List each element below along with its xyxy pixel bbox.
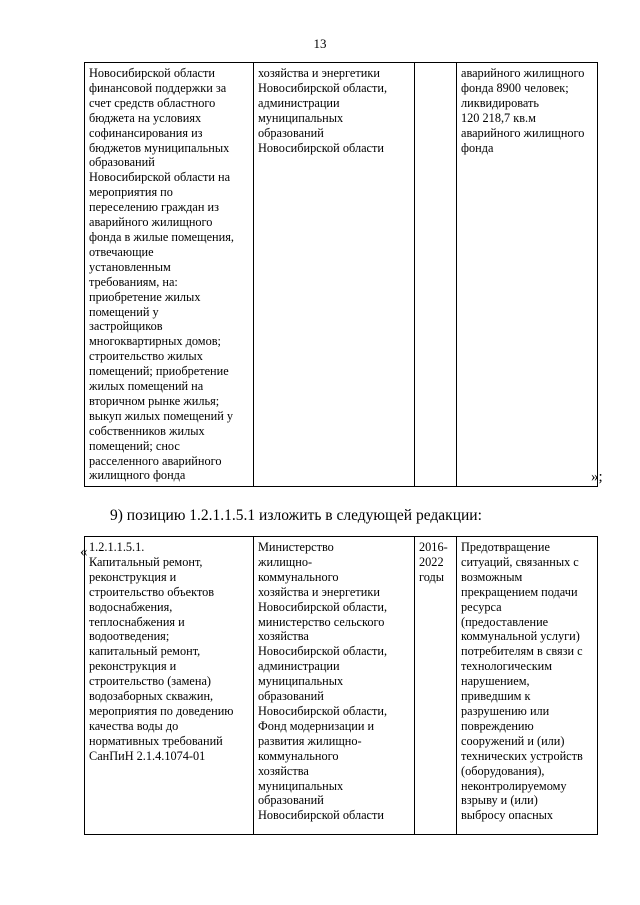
amendment-instruction: 9) позицию 1.2.1.1.5.1 изложить в следующей редакции: bbox=[110, 507, 482, 524]
cell-activity-description: 1.2.1.1.5.1. Капитальный ремонт, реконструкция и строительство объектов водоснабжения, теплоснабжения и водоотведения; капитальный ремонт, реконструкция и строительство (замена) водозаборных скважин, мероприятия по доведению качества воды до нормативных требований СанПиН 2.1.4.1074-01 bbox=[85, 537, 254, 835]
cell-expected-results: аварийного жилищного фонда 8900 человек; ликвидировать 120 218,7 кв.м аварийного жилищного фонда bbox=[457, 63, 598, 487]
cell-responsible-executors: хозяйства и энергетики Новосибирской области, администрации муниципальных образований Новосибирской области bbox=[254, 63, 415, 487]
table-row bbox=[85, 537, 598, 835]
opening-quote-mark: « bbox=[80, 544, 88, 560]
table-row bbox=[85, 63, 598, 487]
table-new-position bbox=[84, 536, 598, 835]
cell-responsible-executors: Министерство жилищно- коммунального хозяйства и энергетики Новосибирской области, министерство сельского хозяйства Новосибирской области, администрации муниципальных образований Новосибирской области, Фонд модернизации и развития жилищно- коммунального хозяйства муниципальных образований Новосибирской области bbox=[254, 537, 415, 835]
table-continuation bbox=[84, 62, 598, 487]
cell-period bbox=[415, 63, 457, 487]
cell-expected-results: Предотвращение ситуаций, связанных с возможным прекращением подачи ресурса (предоставление коммунальной услуги) потребителям в связи с технологическим нарушением, приведшим к разрушению или повреждению сооружений и (или) технических устройств (оборудования), неконтролируемому взрыву и (или) выбросу опасных bbox=[457, 537, 598, 835]
page-number: 13 bbox=[313, 36, 327, 51]
cell-period: 2016- 2022 годы bbox=[415, 537, 457, 835]
closing-quote-mark: »; bbox=[591, 469, 603, 485]
cell-activity-description: Новосибирской области финансовой поддержки за счет средств областного бюджета на условиях софинансирования из бюджетов муниципальных образований Новосибирской области на мероприятия по переселению граждан из аварийного жилищного фонда в жилые помещения, отвечающие установленным требованиям, на: приобретение жилых помещений у застройщиков многоквартирных домов; строительство жилых помещений; приобретение жилых помещений на вторичном рынке жилья; выкуп жилых помещений у собственников жилых помещений; снос расселенного аварийного жилищного фонда bbox=[85, 63, 254, 487]
